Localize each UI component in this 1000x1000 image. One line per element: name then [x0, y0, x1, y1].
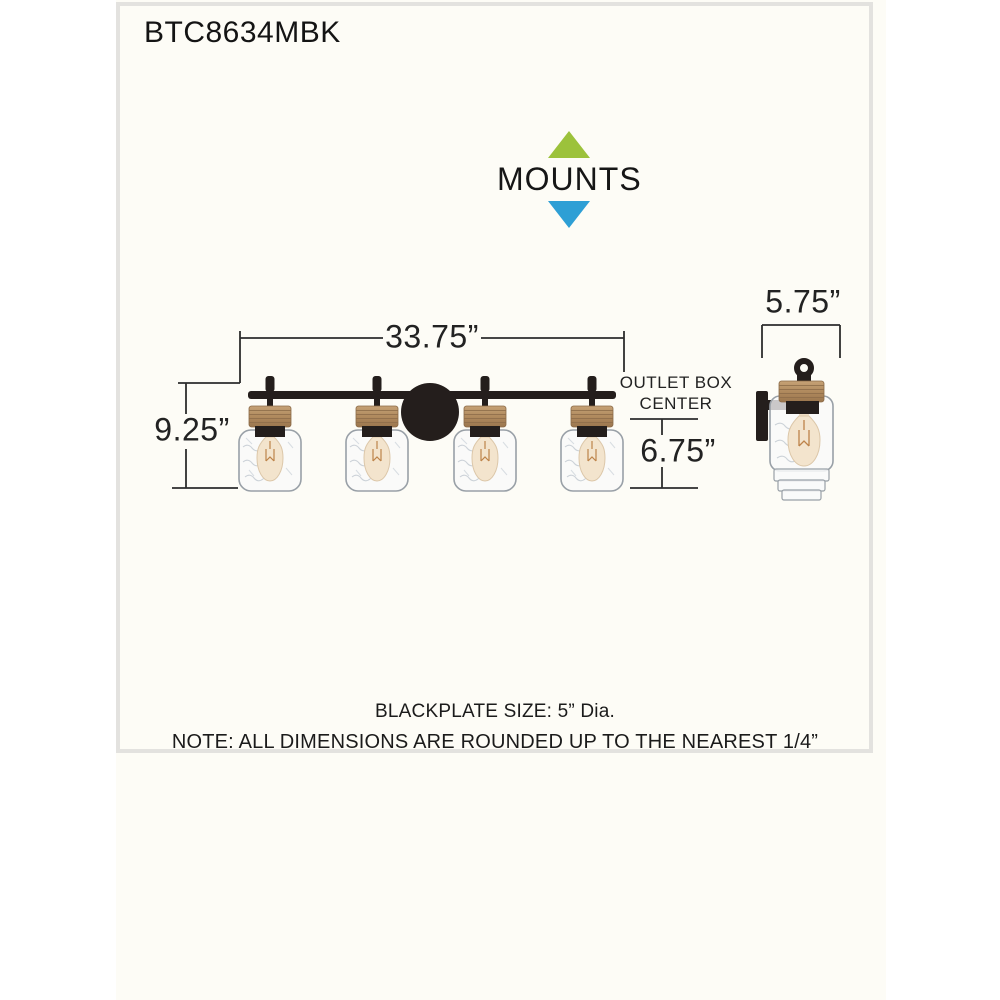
mounts-label: MOUNTS [497, 161, 642, 197]
rounding-note: NOTE: ALL DIMENSIONS ARE ROUNDED UP TO THE NEAREST 1/4” [171, 731, 819, 753]
outlet-box-label-line1: OUTLET BOX [619, 372, 733, 392]
backplate-note: BLACKPLATE SIZE: 5” Dia. [375, 701, 615, 722]
hook-loop [797, 361, 811, 375]
dim-width-label: 33.75” [385, 318, 479, 355]
wall-bracket [756, 391, 768, 441]
side-view-drawing [756, 361, 833, 500]
model-number: BTC8634MBK [144, 16, 341, 49]
front-view-drawing [239, 376, 623, 491]
mount-down-icon [548, 201, 590, 228]
outlet-box-label [620, 372, 732, 414]
glass-step-base [774, 469, 829, 500]
dim-height-label: 9.25” [154, 411, 230, 448]
mount-up-icon [548, 131, 590, 158]
dim-outlet-height-label: 6.75” [640, 432, 716, 469]
dim-depth-label: 5.75” [765, 283, 841, 320]
fixture-bar [248, 391, 616, 399]
dim-depth-lines [762, 325, 840, 358]
outlet-box-label-line2: CENTER [639, 394, 713, 413]
mounts-indicator [497, 131, 642, 228]
